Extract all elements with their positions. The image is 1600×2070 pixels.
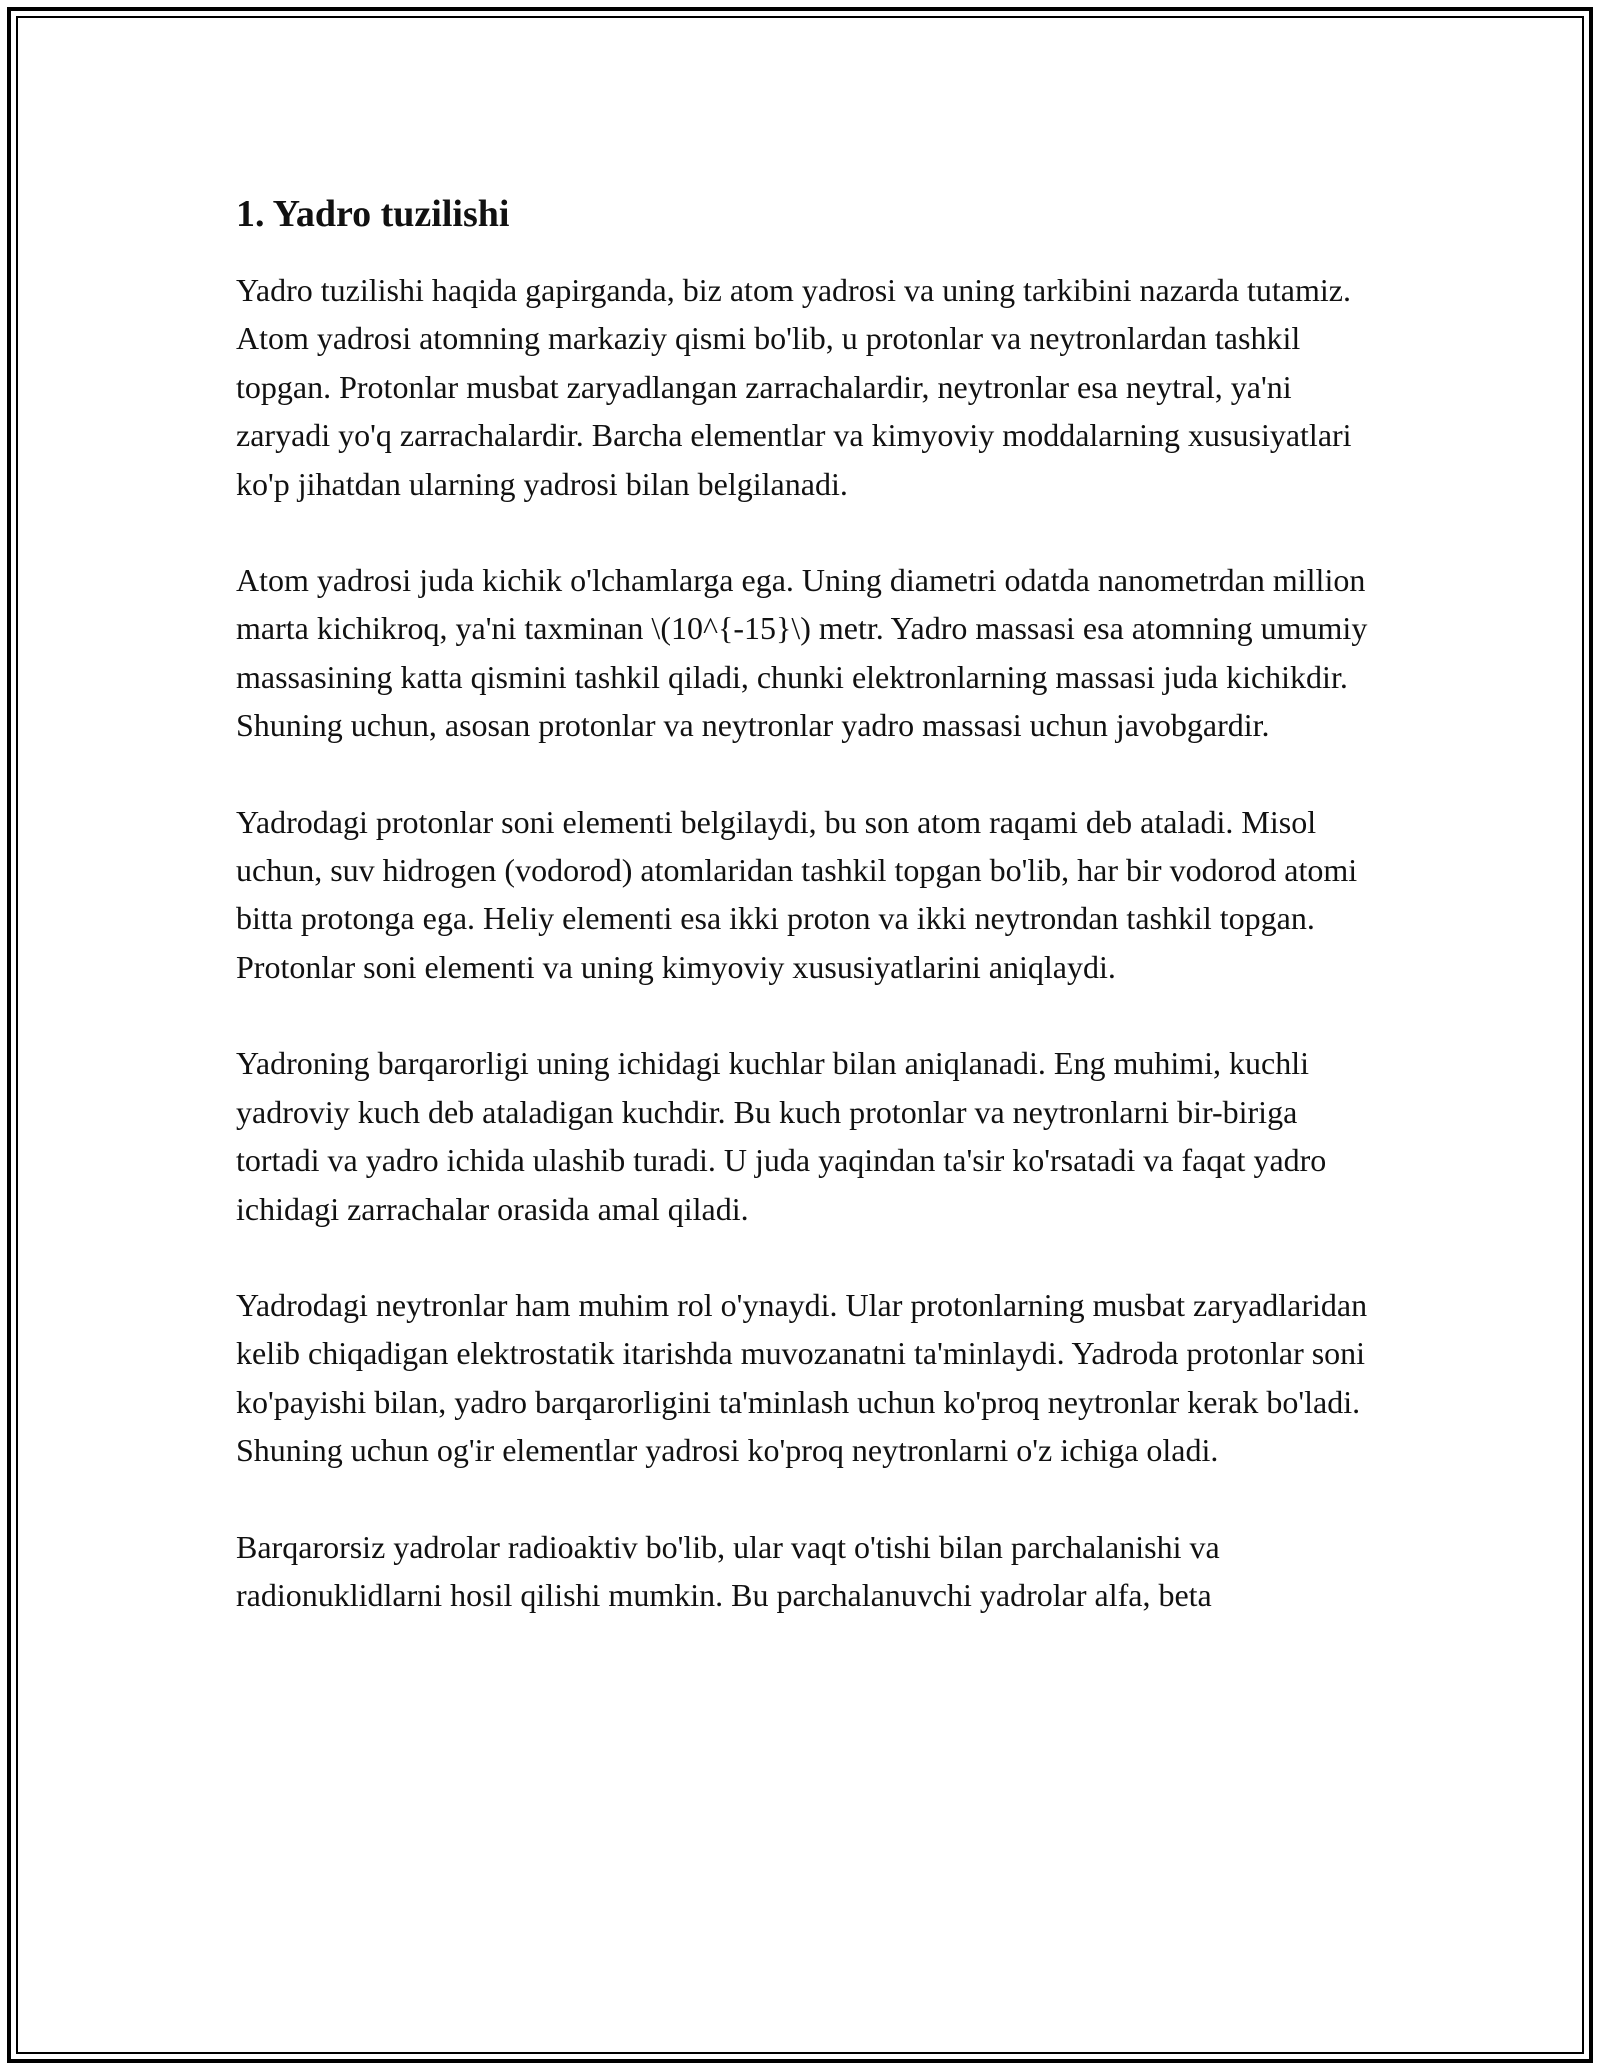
document-body (236, 188, 1386, 1667)
paragraph-nucleus-structure: Yadro tuzilishi haqida gapirganda, biz atom yadrosi va uning tarkibini nazarda tutamiz. Atom yadrosi atomning markaziy qismi bo'lib, u protonlar va neytronlardan tashkil topgan. Protonlar musbat zaryadlangan zarrachalardir, neytronlar esa neytral, ya'ni zaryadi yo'q zarrachalardir. Barcha elementlar va kimyoviy moddalarning xususiyatlari ko'p jihatdan ularning yadrosi bilan belgilanadi. (236, 272, 1352, 502)
paragraph-proton-count: Yadrodagi protonlar soni elementi belgilaydi, bu son atom raqami deb ataladi. Misol uchun, suv hidrogen (vodorod) atomlaridan tashkil topgan bo'lib, har bir vodorod atomi bitta protonga ega. Heliy elementi esa ikki proton va ikki neytrondan tashkil topgan. Protonlar soni elementi va uning kimyoviy xususiyatlarini aniqlaydi. (236, 803, 1358, 985)
paragraph-nucleus-size: Atom yadrosi juda kichik o'lchamlarga ega. Uning diametri odatda nanometrdan million marta kichikroq, ya'ni taxminan \(10^{-15}\) metr. Yadro massasi esa atomning umumiy massasining katta qismini tashkil qiladi, chunki elektronlarning massasi juda kichikdir. Shuning uchun, asosan protonlar va neytronlar yadro massasi uchun javobgardir. (236, 562, 1368, 744)
paragraph-neutron-role: Yadrodagi neytronlar ham muhim rol o'ynaydi. Ular protonlarning musbat zaryadlaridan kelib chiqadigan elektrostatik itarishda muvozanatni ta'minlaydi. Yadroda protonlar soni ko'payishi bilan, yadro barqarorligini ta'minlash uchun ko'proq neytronlar kerak bo'ladi. Shuning uchun og'ir elementlar yadrosi ko'proq neytronlarni o'z ichiga oladi. (236, 1286, 1368, 1469)
paragraph-nuclear-stability: Yadroning barqarorligi uning ichidagi kuchlar bilan aniqlanadi. Eng muhimi, kuchli yadroviy kuch deb ataladigan kuchdir. Bu kuch protonlar va neytronlarni bir-biriga tortadi va yadro ichida ulashib turadi. U juda yaqindan ta'sir ko'rsatadi va faqat yadro ichidagi zarrachalar orasida amal qiladi. (236, 1045, 1327, 1227)
section-title: 1. Yadro tuzilishi (236, 193, 510, 235)
paragraph-radioactive-nuclei: Barqarorsiz yadrolar radioaktiv bo'lib, ular vaqt o'tishi bilan parchalanishi va radionuklidlarni hosil qilishi mumkin. Bu parchalanuvchi yadrolar alfa, beta (236, 1528, 1220, 1613)
